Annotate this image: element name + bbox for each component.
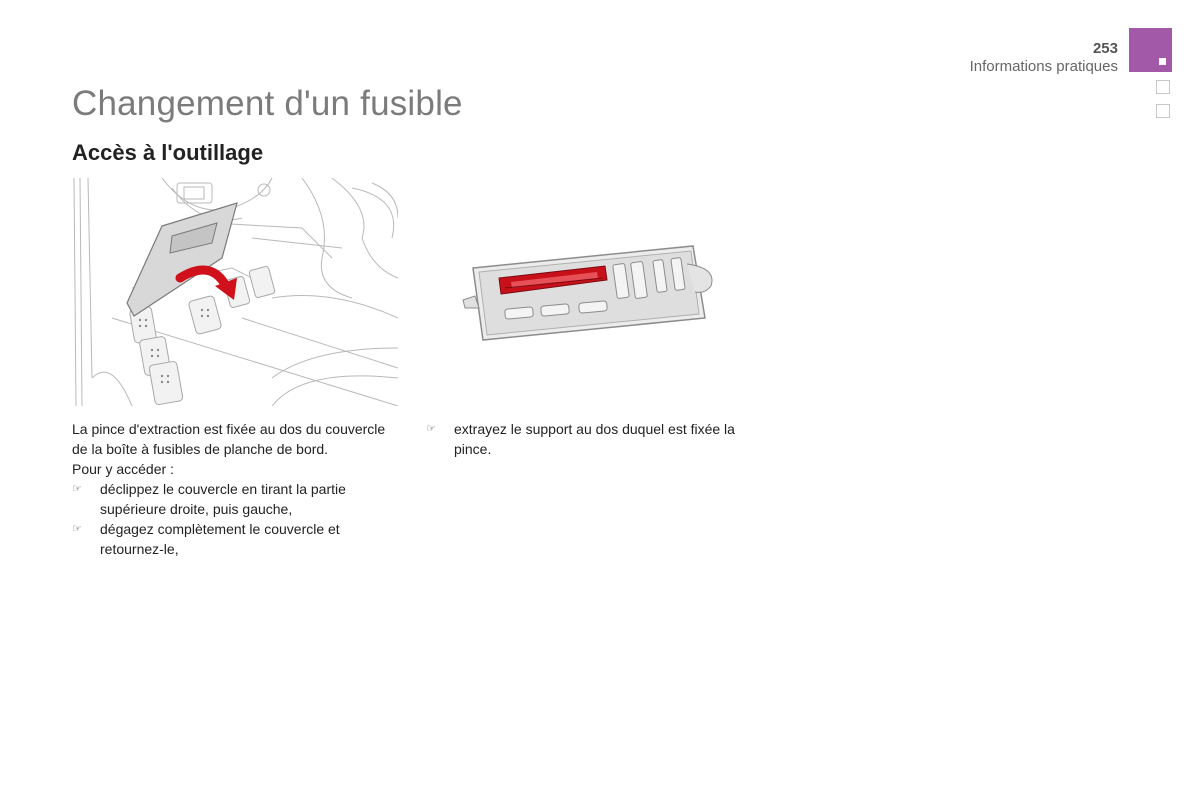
- section-subtitle: Accès à l'outillage: [72, 140, 264, 165]
- page-number: 253: [1092, 40, 1118, 57]
- curved-arrow-icon: [180, 270, 237, 300]
- page-title: Changement d'un fusible: [72, 84, 463, 123]
- list-item: [72, 519, 402, 559]
- nav-square-icon: [1156, 80, 1170, 94]
- right-text-column: [426, 419, 756, 459]
- section-tab: [1129, 28, 1172, 72]
- pointing-hand-icon: ☞: [426, 423, 436, 435]
- lead-text: Pour y accéder :: [72, 461, 174, 477]
- list-item-text: dégagez complètement le couvercle et retournez-le,: [100, 521, 340, 557]
- tab-marker-icon: [1159, 58, 1166, 65]
- fuse-support-illustration: [455, 238, 725, 346]
- pointing-hand-icon: ☞: [72, 483, 82, 495]
- dashboard-illustration: [72, 178, 398, 406]
- nav-square-icon: [1156, 104, 1170, 118]
- list-item-text: extrayez le support au dos duquel est fixée la pince.: [454, 421, 735, 457]
- list-item: [72, 479, 402, 519]
- list-item-text: déclippez le couvercle en tirant la partie supérieure droite, puis gauche,: [100, 481, 346, 517]
- list-item: [426, 419, 756, 459]
- left-text-column: [72, 419, 402, 559]
- intro-paragraph: La pince d'extraction est fixée au dos du couvercle de la boîte à fusibles de planche de bord.: [72, 421, 386, 457]
- section-name: Informations pratiques: [969, 58, 1118, 75]
- pointing-hand-icon: ☞: [72, 523, 82, 535]
